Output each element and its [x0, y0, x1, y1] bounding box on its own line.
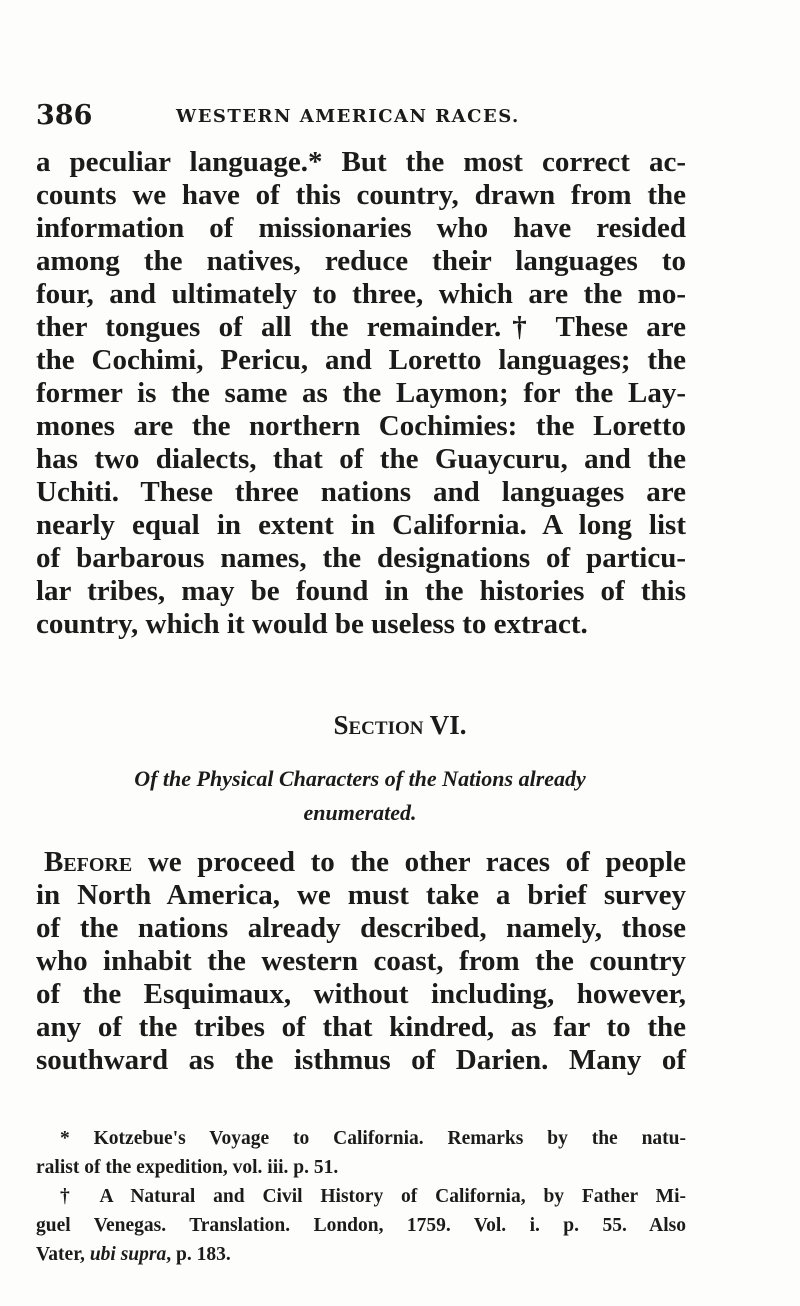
footnotes — [36, 1124, 686, 1269]
paragraph-1 — [36, 146, 686, 641]
italic-text: ubi supra — [89, 1244, 167, 1265]
text-line: four, and ultimately to three, which are the mo- — [36, 278, 686, 310]
text-line: the Cochimi, Pericu, and Loretto languages; the — [36, 344, 686, 376]
footnote-line: guel Venegas. Translation. London, 1759. Vol. i. p. 55. Also — [36, 1215, 686, 1236]
text-span: Vater, — [36, 1244, 90, 1265]
drop-word: Before — [44, 846, 133, 878]
text-line: lar tribes, may be found in the histories of this — [36, 575, 686, 607]
text-line: southward as the isthmus of Darien. Many of — [36, 1044, 686, 1076]
text-line: of the Esquimaux, without including, however, — [36, 978, 686, 1010]
text-line: mones are the northern Cochimies: the Loretto — [36, 410, 686, 442]
footnote-line: * Kotzebue's Voyage to California. Remarks by the natu- — [60, 1128, 686, 1149]
section-label: Section — [333, 710, 424, 740]
text-line: who inhabit the western coast, from the country — [36, 945, 686, 977]
text-span: we proceed to the other races of people — [132, 846, 686, 878]
text-line: of the nations already described, namely, those — [36, 912, 686, 944]
section-heading — [0, 710, 800, 741]
footnote-line — [36, 1240, 686, 1269]
text-line: information of missionaries who have resided — [36, 212, 686, 244]
text-line: among the natives, reduce their languages to — [36, 245, 686, 277]
text-line: a peculiar language.* But the most correct ac- — [36, 146, 686, 178]
text-line: ther tongues of all the remainder.† These are — [36, 311, 686, 343]
text-line: counts we have of this country, drawn from the — [36, 179, 686, 211]
text-span: , p. 183. — [166, 1244, 231, 1265]
text-line: former is the same as the Laymon; for the Lay- — [36, 377, 686, 409]
text-line: country, which it would be useless to extract. — [36, 608, 588, 640]
running-head: WESTERN AMERICAN RACES. — [176, 106, 520, 127]
footnote-line: ralist of the expedition, vol. iii. p. 51. — [36, 1157, 339, 1178]
text-line: in North America, we must take a brief survey — [36, 879, 686, 911]
text-line: has two dialects, that of the Guaycuru, and the — [36, 443, 686, 475]
section-subtitle-line-2: enumerated. — [303, 800, 417, 825]
text-line — [36, 846, 686, 879]
paragraph-2 — [36, 846, 686, 1077]
page-header — [36, 100, 696, 136]
section-subtitle-line-1: Of the Physical Characters of the Nations already — [134, 766, 586, 791]
text-line: nearly equal in extent in California. A long list — [36, 509, 686, 541]
footnote-line: † A Natural and Civil History of California, by Father Mi- — [60, 1186, 686, 1207]
section-number: VI. — [429, 710, 467, 740]
text-line: any of the tribes of that kindred, as far to the — [36, 1011, 686, 1043]
page-number: 386 — [36, 100, 93, 131]
text-line: Uchiti. These three nations and languages are — [36, 476, 686, 508]
text-line: of barbarous names, the designations of particu- — [36, 542, 686, 574]
